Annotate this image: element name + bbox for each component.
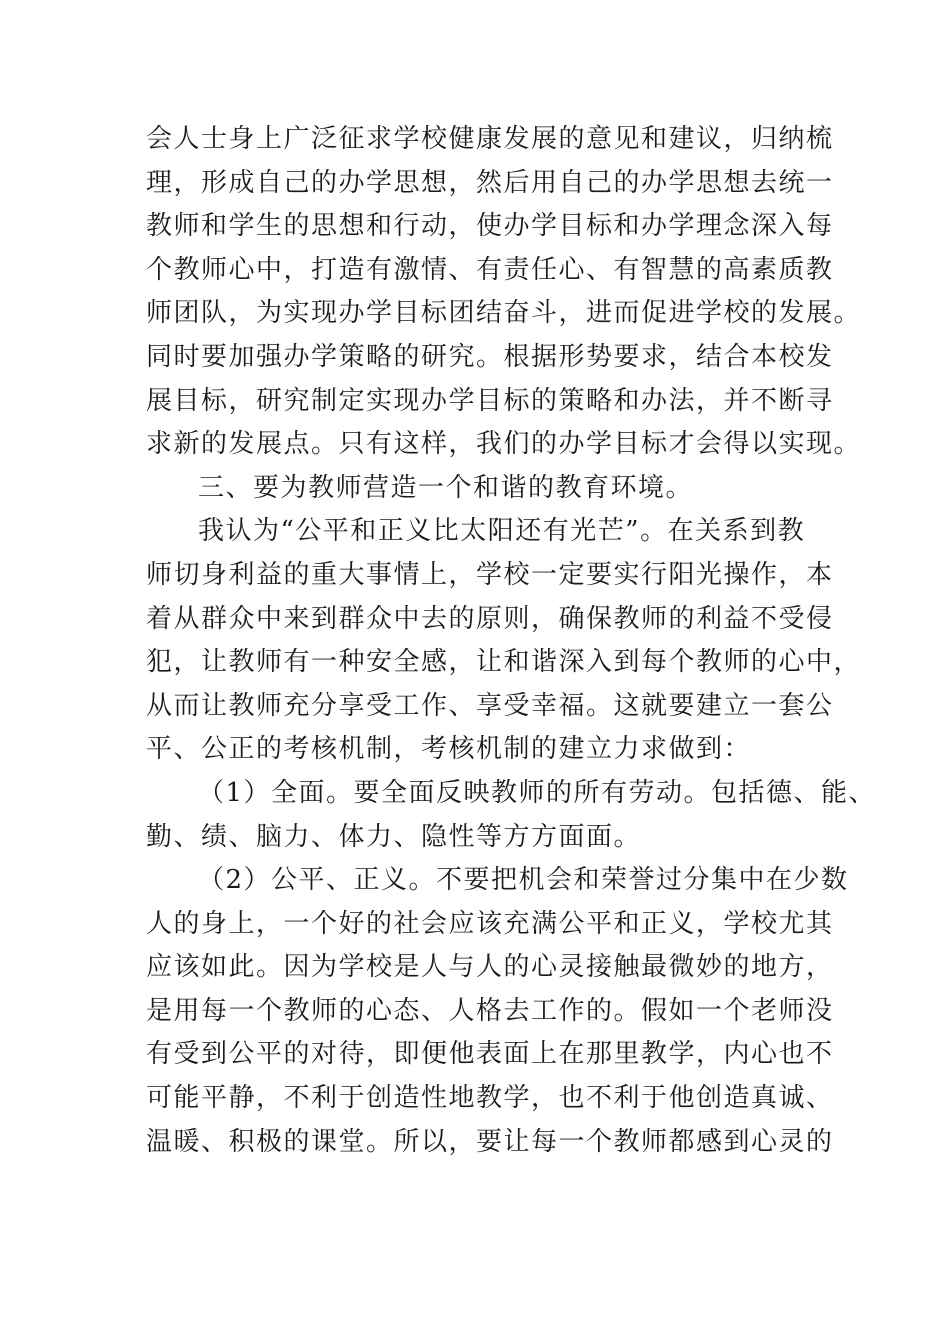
text-line: 个教师心中，打造有激情、有责任心、有智慧的高素质教 bbox=[146, 254, 834, 285]
text-line: 可能平静，不利于创造性地教学，也不利于他创造真诚、 bbox=[146, 1083, 834, 1114]
text-line: 求新的发展点。只有这样，我们的办学目标才会得以实现。 bbox=[146, 429, 862, 460]
text-line: 从而让教师充分享受工作、享受幸福。这就要建立一套公 bbox=[146, 690, 834, 721]
text-line: 温暖、积极的课堂。所以，要让每一个教师都感到心灵的 bbox=[146, 1126, 834, 1157]
list-item: （1）全面。要全面反映教师的所有劳动。包括德、能、 bbox=[198, 777, 877, 808]
body-text bbox=[146, 118, 877, 1164]
text-line: 应该如此。因为学校是人与人的心灵接触最微妙的地方， bbox=[146, 952, 834, 983]
list-item: （2）公平、正义。不要把机会和荣誉过分集中在少数 bbox=[198, 865, 849, 896]
section-heading: 三、要为教师营造一个和谐的教育环境。 bbox=[198, 472, 694, 503]
text-line: 教师和学生的思想和行动，使办学目标和办学理念深入每 bbox=[146, 211, 834, 242]
text-line: 理，形成自己的办学思想，然后用自己的办学思想去统一 bbox=[146, 167, 834, 198]
text-line: 平、公正的考核机制，考核机制的建立力求做到： bbox=[146, 734, 752, 765]
text-line: 是用每一个教师的心态、人格去工作的。假如一个老师没 bbox=[146, 995, 834, 1026]
text-line: 有受到公平的对待，即便他表面上在那里教学，内心也不 bbox=[146, 1039, 834, 1070]
text-line: 同时要加强办学策略的研究。根据形势要求，结合本校发 bbox=[146, 341, 834, 372]
text-line: 会人士身上广泛征求学校健康发展的意见和建议，归纳梳 bbox=[146, 124, 834, 154]
text-line: 人的身上，一个好的社会应该充满公平和正义，学校尤其 bbox=[146, 908, 834, 939]
text-line: 犯，让教师有一种安全感，让和谐深入到每个教师的心中， bbox=[146, 647, 862, 678]
text-line: 师切身利益的重大事情上，学校一定要实行阳光操作，本 bbox=[146, 559, 834, 590]
text-line: 展目标，研究制定实现办学目标的策略和办法，并不断寻 bbox=[146, 385, 834, 416]
text-line: 师团队，为实现办学目标团结奋斗，进而促进学校的发展。 bbox=[146, 298, 862, 329]
text-line: 我认为“公平和正义比太阳还有光芒”。在关系到教 bbox=[198, 516, 806, 547]
text-line: 着从群众中来到群众中去的原则，确保教师的利益不受侵 bbox=[146, 603, 834, 634]
text-line: 勤、绩、脑力、体力、隐性等方方面面。 bbox=[146, 821, 642, 852]
